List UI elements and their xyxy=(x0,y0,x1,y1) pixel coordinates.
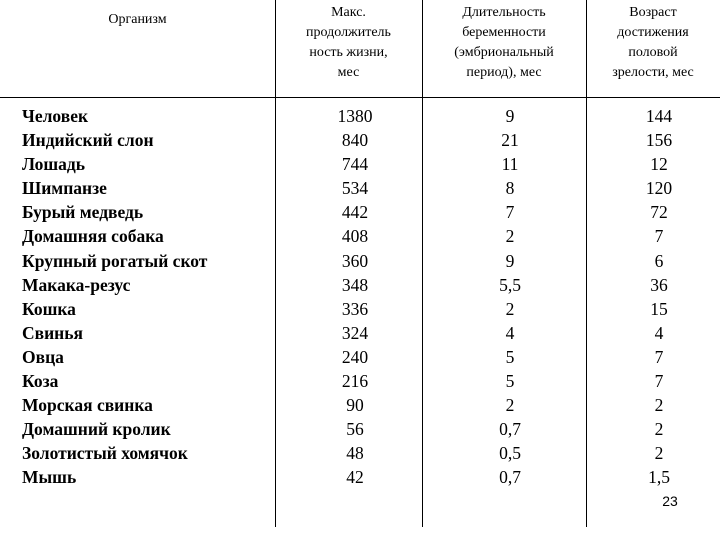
table-cell-organism: Шимпанзе xyxy=(22,178,107,199)
gestation-column xyxy=(460,104,560,490)
table-cell-gestation: 11 xyxy=(501,154,519,175)
table-cell-gestation: 2 xyxy=(505,395,515,416)
header-divider xyxy=(0,97,720,98)
table-cell-organism: Овца xyxy=(22,346,64,367)
table-cell-max-lifespan: 56 xyxy=(346,419,364,440)
table-cell-max-lifespan: 442 xyxy=(341,202,369,223)
table-cell-organism: Кошка xyxy=(22,298,76,319)
table-cell-gestation: 0,7 xyxy=(499,467,521,488)
table-cell-gestation: 0,5 xyxy=(499,443,521,464)
table-cell-organism: Домашняя собака xyxy=(22,226,164,247)
table-cell-organism: Коза xyxy=(22,371,59,392)
table-cell-max-lifespan: 216 xyxy=(341,371,369,392)
table-cell-maturity: 36 xyxy=(650,274,668,295)
table-cell-maturity: 156 xyxy=(645,130,673,151)
max-lifespan-column xyxy=(305,104,405,490)
table-cell-gestation: 2 xyxy=(505,226,515,247)
table-cell-organism: Крупный рогатый скот xyxy=(22,250,208,271)
table-cell-max-lifespan: 348 xyxy=(341,274,369,295)
table-cell-gestation: 9 xyxy=(505,106,515,126)
table-cell-organism: Мышь xyxy=(22,467,77,488)
table-cell-maturity: 7 xyxy=(654,371,664,392)
table-cell-organism: Золотистый хомячок xyxy=(22,443,188,464)
table-cell-organism: Свинья xyxy=(22,322,83,343)
table-cell-max-lifespan: 90 xyxy=(346,395,364,416)
table-cell-gestation: 4 xyxy=(505,322,515,343)
table-cell-maturity: 120 xyxy=(645,178,673,199)
table-cell-max-lifespan: 48 xyxy=(346,443,364,464)
table-cell-max-lifespan: 1380 xyxy=(337,106,373,126)
table-cell-maturity: 72 xyxy=(650,202,668,223)
table-cell-organism: Морская свинка xyxy=(22,395,153,416)
header-organism: Организм xyxy=(108,12,167,27)
table-cell-maturity: 2 xyxy=(654,443,664,464)
table-cell-maturity: 4 xyxy=(654,322,664,343)
table-cell-maturity: 7 xyxy=(654,226,664,247)
table-cell-gestation: 21 xyxy=(501,130,519,151)
table-cell-gestation: 5 xyxy=(505,346,515,367)
organism-column xyxy=(22,104,207,490)
table-cell-gestation: 9 xyxy=(505,250,515,271)
table-cell-max-lifespan: 534 xyxy=(341,178,369,199)
table-cell-max-lifespan: 744 xyxy=(341,154,369,175)
table-cell-max-lifespan: 324 xyxy=(341,322,369,343)
table-cell-gestation: 7 xyxy=(505,202,515,223)
table-cell-maturity: 2 xyxy=(654,419,664,440)
table-cell-gestation: 5,5 xyxy=(499,274,521,295)
table-cell-max-lifespan: 240 xyxy=(341,346,369,367)
table-cell-organism: Бурый медведь xyxy=(22,202,144,223)
table-cell-organism: Лошадь xyxy=(22,154,85,175)
table-cell-max-lifespan: 360 xyxy=(341,250,369,271)
table-cell-gestation: 0,7 xyxy=(499,419,521,440)
header-maturity: Возраст достижения половой зрелости, мес xyxy=(612,5,694,80)
table-cell-max-lifespan: 408 xyxy=(341,226,369,247)
table-cell-max-lifespan: 42 xyxy=(346,467,364,488)
table-cell-maturity: 1,5 xyxy=(648,467,670,488)
table-cell-organism: Индийский слон xyxy=(22,130,154,151)
table-cell-maturity: 144 xyxy=(645,106,673,126)
table-cell-organism: Человек xyxy=(22,106,89,126)
maturity-column xyxy=(609,104,709,490)
header-gestation: Длительность беременности (эмбриональный период), мес xyxy=(454,5,554,80)
table-cell-gestation: 2 xyxy=(505,298,515,319)
table-cell-max-lifespan: 840 xyxy=(341,130,369,151)
table-cell-maturity: 15 xyxy=(650,298,668,319)
table-cell-maturity: 2 xyxy=(654,395,664,416)
table-cell-organism: Макака-резус xyxy=(22,274,131,295)
table-cell-max-lifespan: 336 xyxy=(341,298,369,319)
table-cell-maturity: 6 xyxy=(654,250,664,271)
table-cell-gestation: 5 xyxy=(505,371,515,392)
table-cell-organism: Домашний кролик xyxy=(22,419,171,440)
slide-number: 23 xyxy=(662,493,678,509)
table-cell-maturity: 12 xyxy=(650,154,668,175)
header-max-lifespan: Макс. продолжитель ность жизни, мес xyxy=(306,5,391,80)
table-cell-gestation: 8 xyxy=(505,178,515,199)
table-cell-maturity: 7 xyxy=(654,346,664,367)
